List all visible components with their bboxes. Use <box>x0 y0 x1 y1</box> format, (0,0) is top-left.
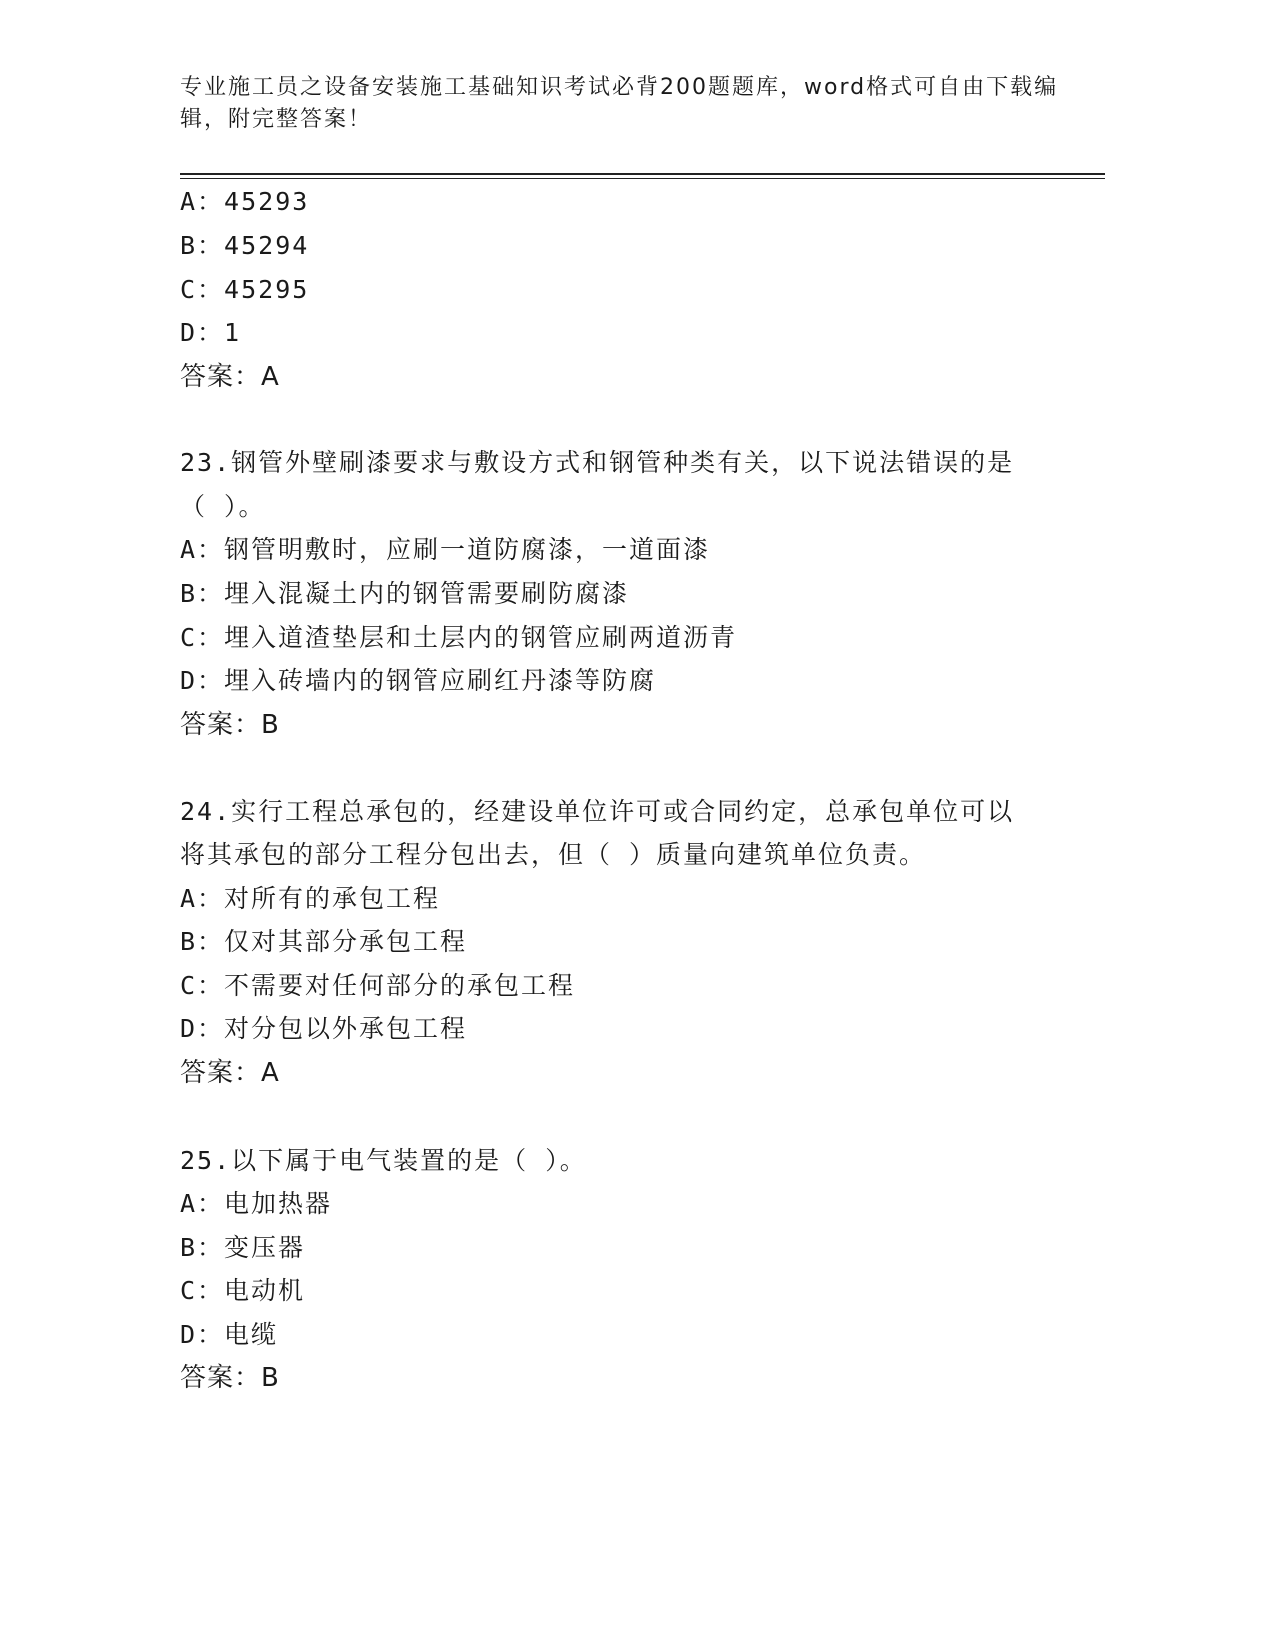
q22-option-b: B：45294 <box>180 231 310 260</box>
q23-option-d: D：埋入砖墙内的钢管应刷红丹漆等防腐 <box>180 666 657 695</box>
q22-answer: 答案：A <box>180 362 280 392</box>
q23-stem-line1: 23.钢管外壁刷漆要求与敷设方式和钢管种类有关，以下说法错误的是 <box>180 448 1015 477</box>
q24-option-d: D：对分包以外承包工程 <box>180 1014 468 1043</box>
q25-option-a: A：电加热器 <box>180 1189 333 1218</box>
q22-option-d: D：1 <box>180 318 242 347</box>
q25-stem-line1: 25.以下属于电气装置的是（ ）。 <box>180 1146 587 1175</box>
q24-option-b: B：仅对其部分承包工程 <box>180 927 468 956</box>
q24-answer: 答案：A <box>180 1058 280 1088</box>
q22-option-c: C：45295 <box>180 275 310 304</box>
q25-option-c: C：电动机 <box>180 1276 306 1305</box>
header-divider <box>180 173 1105 179</box>
q23-option-c: C：埋入道渣垫层和土层内的钢管应刷两道沥青 <box>180 623 738 652</box>
q25-option-b: B：变压器 <box>180 1233 306 1262</box>
q23-option-a: A：钢管明敷时，应刷一道防腐漆，一道面漆 <box>180 535 711 564</box>
q23-answer: 答案：B <box>180 710 280 740</box>
q25-option-d: D：电缆 <box>180 1320 279 1349</box>
q24-stem-line2: 将其承包的部分工程分包出去，但（ ）质量向建筑单位负责。 <box>180 840 927 869</box>
q22-option-a: A：45293 <box>180 187 310 216</box>
document-header: 专业施工员之设备安装施工基础知识考试必背200题题库，word格式可自由下载编辑，附完整答案！ <box>180 75 1059 132</box>
q25-answer: 答案：B <box>180 1363 280 1393</box>
q23-stem-line2: （ ）。 <box>180 492 266 521</box>
q23-option-b: B：埋入混凝土内的钢管需要刷防腐漆 <box>180 579 630 608</box>
q24-option-c: C：不需要对任何部分的承包工程 <box>180 971 576 1000</box>
q24-option-a: A：对所有的承包工程 <box>180 884 441 913</box>
q24-stem-line1: 24.实行工程总承包的，经建设单位许可或合同约定，总承包单位可以 <box>180 797 1015 826</box>
